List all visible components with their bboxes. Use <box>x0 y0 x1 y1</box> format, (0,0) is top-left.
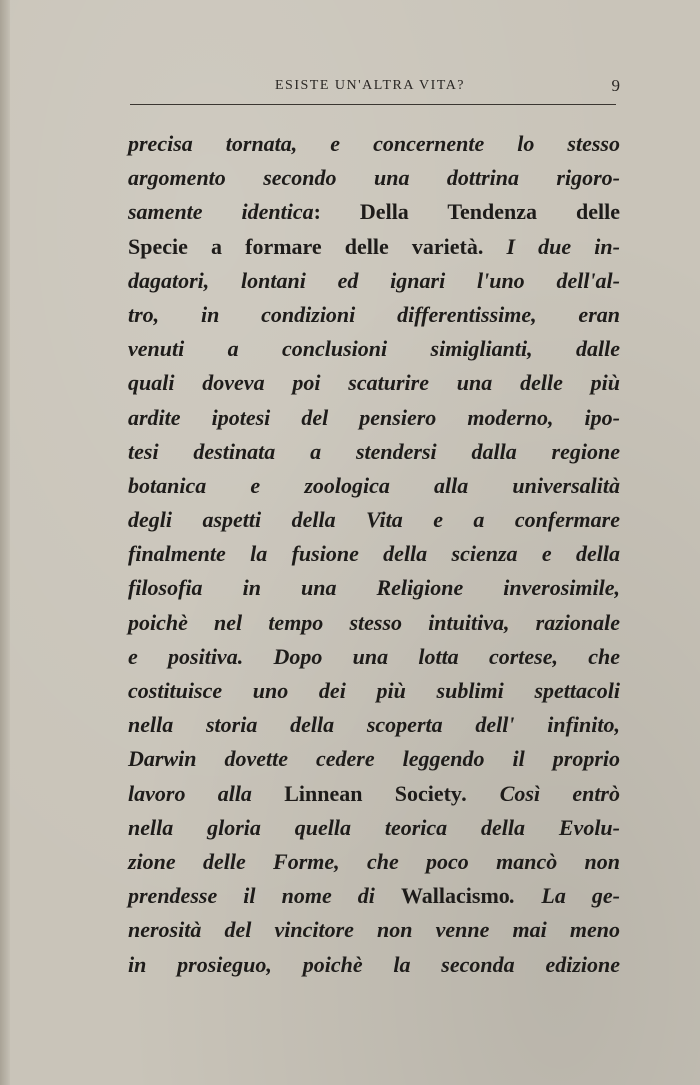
roman-text: Linnean Society <box>284 780 462 806</box>
text-line <box>128 264 620 298</box>
italic-text: filosofia in una Religione inverosimile, <box>128 575 620 601</box>
page-edge <box>0 0 10 1085</box>
roman-text: Specie a formare delle varietà. <box>128 233 507 259</box>
italic-text: . Così entrò <box>461 780 620 806</box>
italic-text: zione delle Forme, che poco mancò non <box>128 848 620 874</box>
italic-text: Darwin dovette cedere leggendo il proprio <box>128 746 620 772</box>
text-line <box>128 606 620 640</box>
italic-text: degli aspetti della Vita e a confermare <box>128 507 620 533</box>
text-line <box>128 332 620 366</box>
text-line <box>128 401 620 435</box>
text-line <box>128 777 620 811</box>
text-line <box>128 195 620 229</box>
italic-text: e positiva. Dopo una lotta cortese, che <box>128 643 620 669</box>
text-line <box>128 537 620 571</box>
text-line <box>128 298 620 332</box>
text-line <box>128 948 620 982</box>
text-line <box>128 366 620 400</box>
text-line <box>128 640 620 674</box>
text-line <box>128 913 620 947</box>
text-line <box>128 708 620 742</box>
italic-text: argomento secondo una dottrina rigoro- <box>128 165 620 191</box>
italic-text: in prosieguo, poichè la seconda edizione <box>128 951 620 977</box>
body-text <box>128 127 620 982</box>
italic-text: tro, in condizioni differentissime, eran <box>128 301 620 327</box>
italic-text: lavoro alla <box>128 780 285 806</box>
text-line <box>128 879 620 913</box>
roman-text: : Della Tendenza delle <box>313 199 620 225</box>
italic-text: prendesse il nome di <box>128 883 402 909</box>
italic-text: venuti a conclusioni simiglianti, dalle <box>128 336 620 362</box>
text-line <box>128 161 620 195</box>
text-line <box>128 127 620 161</box>
italic-text: poichè nel tempo stesso intuitiva, razionale <box>128 609 620 635</box>
text-line <box>128 811 620 845</box>
italic-text: dagatori, lontani ed ignari l'uno dell'al- <box>128 267 620 293</box>
roman-text: Wallacismo <box>401 883 510 909</box>
italic-text: costituisce uno dei più sublimi spettacoli <box>128 678 620 703</box>
running-head <box>130 76 622 102</box>
italic-text: I due in- <box>506 233 620 259</box>
italic-text: nella storia della scoperta dell' infinito, <box>128 712 620 738</box>
text-line <box>128 503 620 537</box>
italic-text: nella gloria quella teorica della Evolu- <box>128 814 620 840</box>
text-line <box>128 845 620 879</box>
running-title: ESISTE UN'ALTRA VITA? <box>275 78 466 93</box>
header-rule <box>130 104 616 105</box>
text-line <box>128 674 620 708</box>
text-line <box>128 435 620 469</box>
page-number: 9 <box>611 76 620 95</box>
text-line <box>128 469 620 503</box>
text-line <box>128 571 620 605</box>
text-line <box>128 230 620 264</box>
italic-text: tesi destinata a stendersi dalla regione <box>128 438 620 464</box>
italic-text: finalmente la fusione della scienza e della <box>128 541 620 567</box>
italic-text: ardite ipotesi del pensiero moderno, ipo- <box>128 404 620 430</box>
text-line <box>128 742 620 776</box>
italic-text: botanica e zoologica alla universalità <box>128 472 620 498</box>
italic-text: nerosità del vincitore non venne mai meno <box>128 917 620 943</box>
italic-text: precisa tornata, e concernente lo stesso <box>128 131 620 156</box>
italic-text: samente identica <box>128 199 314 225</box>
italic-text: . La ge- <box>509 883 620 909</box>
italic-text: quali doveva poi scaturire una delle più <box>128 370 620 396</box>
